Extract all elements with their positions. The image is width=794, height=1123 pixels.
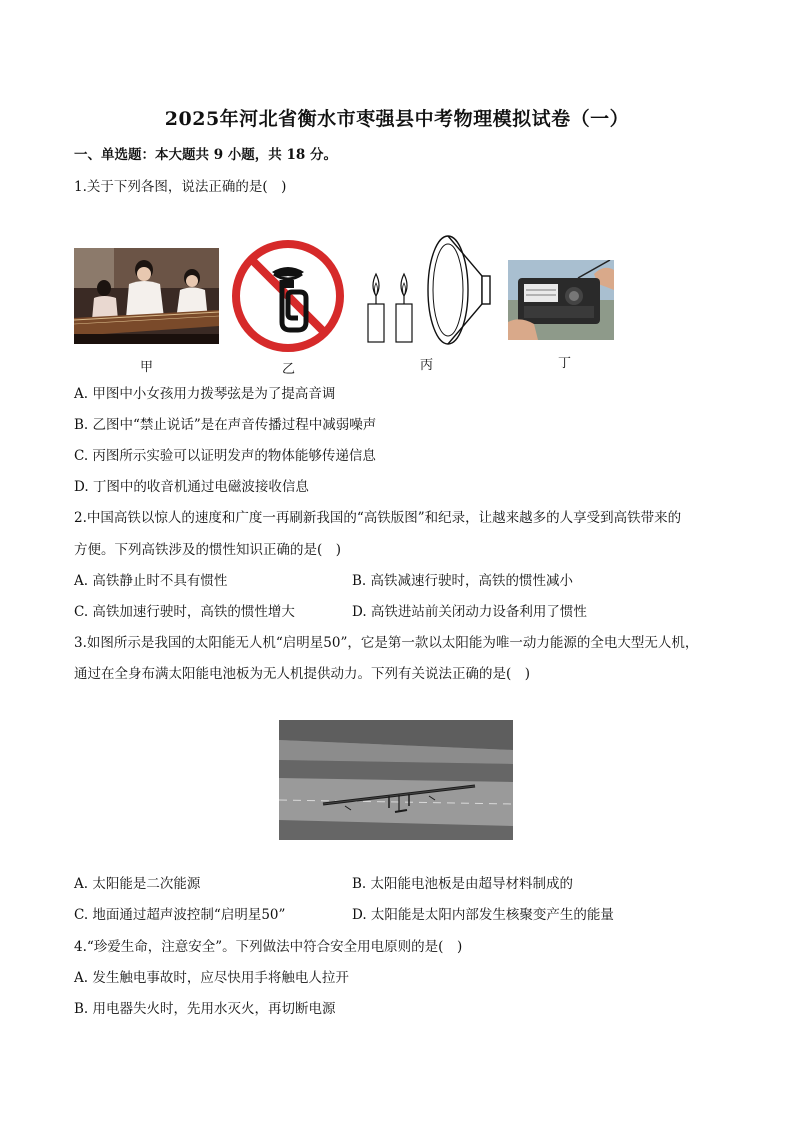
page-title: 2025年河北省衡水市枣强县中考物理模拟试卷（一） [164,108,630,130]
guzheng-photo [74,248,219,344]
caption-bing: 丙 [420,358,434,373]
q4-option-b: B. 用电器失火时，先用水灭火，再切断电源 [74,1001,336,1017]
q3-stem-line2: 通过在全身布满太阳能电池板为无人机提供动力。下列有关说法正确的是( ) [74,666,531,682]
no-talking-sign-icon [232,240,344,352]
q2-stem-line1: 2.中国高铁以惊人的速度和广度一再刷新我国的“高铁版图”和纪录，让越来越多的人享受到高铁带来的 [74,510,682,526]
q3-option-d: D. 太阳能是太阳内部发生核聚变产生的能量 [352,907,614,923]
q1-stem: 1.关于下列各图，说法正确的是( ) [74,179,287,195]
q3-stem-line1: 3.如图所示是我国的太阳能无人机“启明星50”，它是第一款以太阳能为唯一动力能源的全电大型无人机， [74,635,699,651]
caption-jia: 甲 [140,360,154,375]
q4-option-a: A. 发生触电事故时，应尽快用手将触电人拉开 [74,970,349,986]
solar-drone-photo [279,720,513,840]
radio-photo [508,260,614,340]
q3-option-b: B. 太阳能电池板是由超导材料制成的 [352,876,574,892]
q2-option-a: A. 高铁静止时不具有惯性 [74,573,228,589]
caption-yi: 乙 [282,362,296,377]
q1-option-c: C. 丙图所示实验可以证明发声的物体能够传递信息 [74,448,376,464]
q2-option-b: B. 高铁减速行驶时，高铁的惯性减小 [352,573,574,589]
q3-option-a: A. 太阳能是二次能源 [74,876,201,892]
q2-stem-line2: 方便。下列高铁涉及的惯性知识正确的是( ) [74,542,342,558]
section-heading: 一、单选题：本大题共 9 小题，共 18 分。 [74,147,337,163]
q1-option-b: B. 乙图中“禁止说话”是在声音传播过程中减弱噪声 [74,417,377,433]
q4-stem: 4.“珍爱生命，注意安全”。下列做法中符合安全用电原则的是( ) [74,939,463,955]
q1-option-a: A. 甲图中小女孩用力拨琴弦是为了提高音调 [74,386,336,402]
caption-ding: 丁 [558,356,572,371]
q2-option-d: D. 高铁进站前关闭动力设备利用了惯性 [352,604,587,620]
q3-option-c: C. 地面通过超声波控制“启明星50” [74,907,286,923]
candle-speaker-diagram [362,234,496,346]
q2-option-c: C. 高铁加速行驶时，高铁的惯性增大 [74,604,295,620]
q1-option-d: D. 丁图中的收音机通过电磁波接收信息 [74,479,309,495]
